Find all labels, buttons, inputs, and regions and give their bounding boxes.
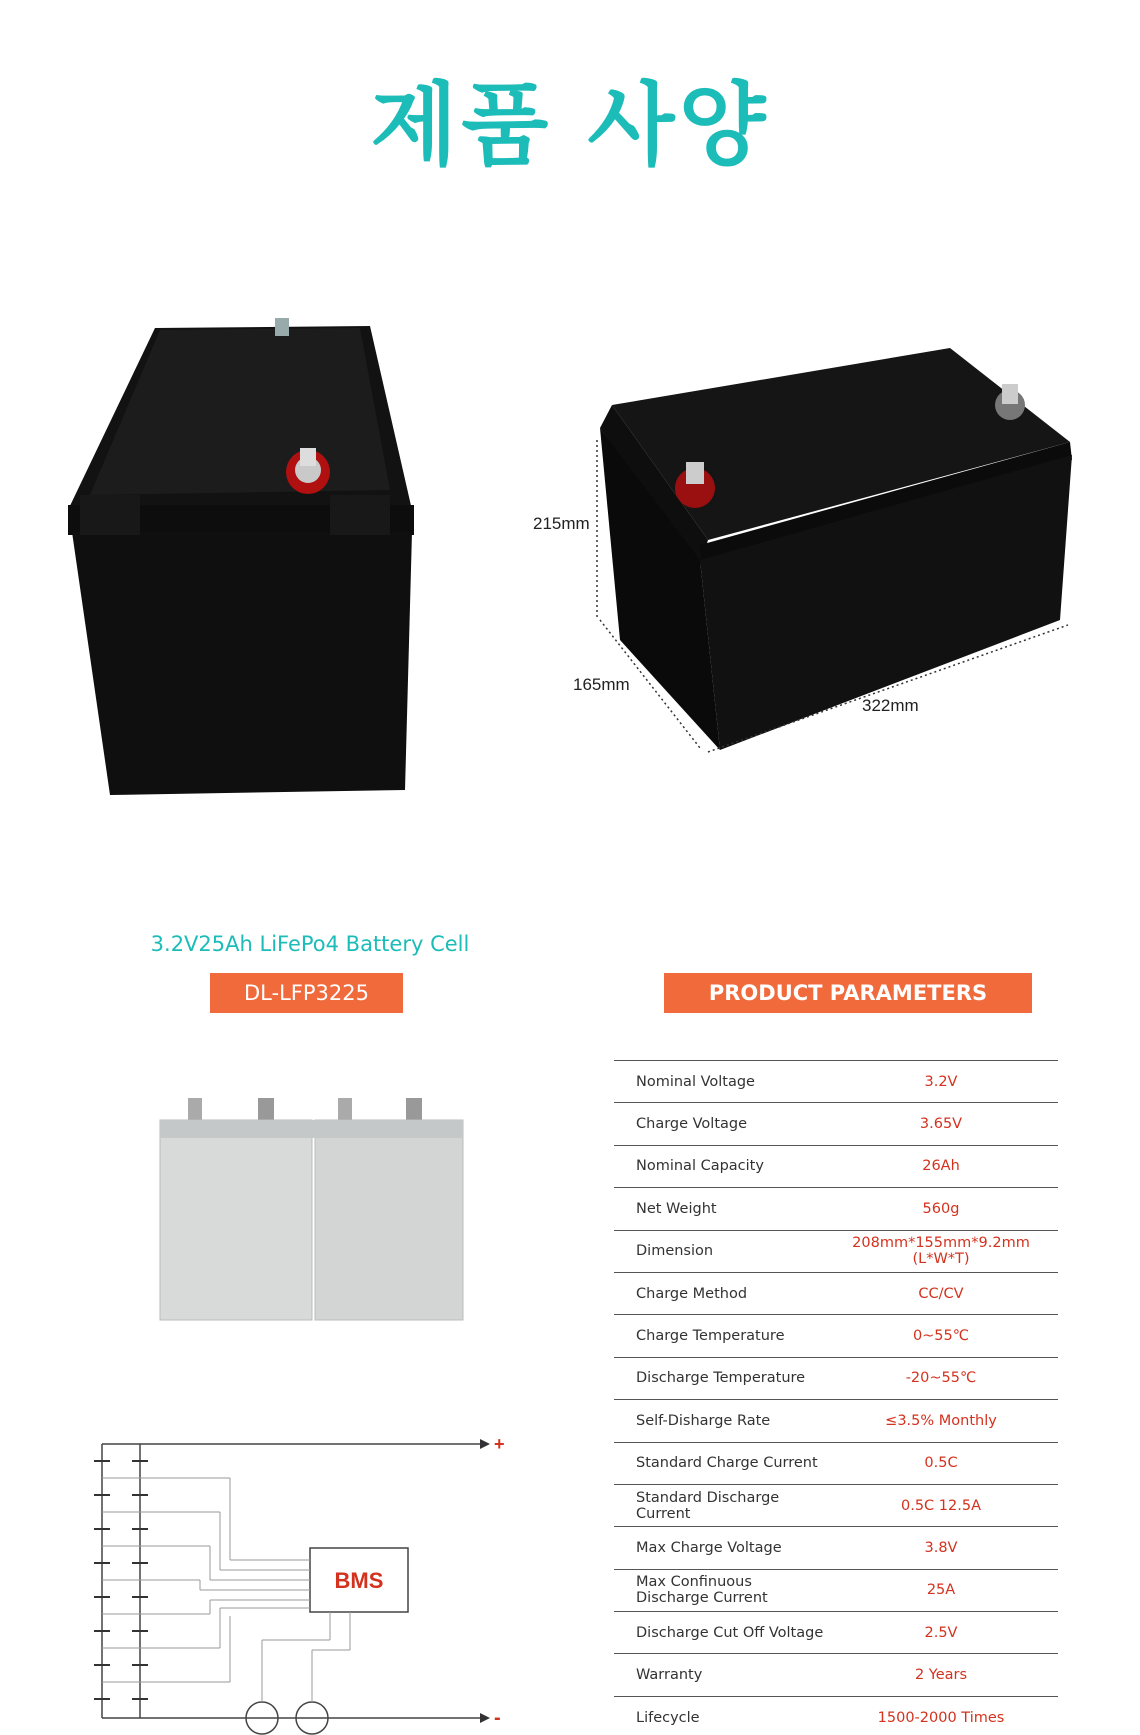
page-title: 제품 사양	[370, 73, 770, 178]
parameter-value: 0.5C 12.5A	[824, 1484, 1058, 1526]
battery-photo-isometric	[520, 320, 1080, 770]
parameter-name: Nominal Voltage	[614, 1061, 824, 1103]
parameter-value: CC/CV	[824, 1272, 1058, 1314]
table-row	[614, 1230, 1058, 1272]
parameter-value: 0.5C	[824, 1442, 1058, 1484]
positive-terminal-label: +	[494, 1434, 505, 1454]
table-row	[614, 1272, 1058, 1314]
parameter-name: Dimension	[614, 1230, 824, 1272]
parameter-value: 1500-2000 Times	[824, 1696, 1058, 1735]
height-label: 215mm	[533, 514, 590, 533]
parameter-name: Lifecycle	[614, 1696, 824, 1735]
parameter-value: 3.2V	[824, 1061, 1058, 1103]
table-row	[614, 1484, 1058, 1526]
bms-label: BMS	[334, 1568, 384, 1593]
parameter-value: 208mm*155mm*9.2mm (L*W*T)	[824, 1230, 1058, 1272]
parameter-name: Charge Method	[614, 1272, 824, 1314]
table-row	[614, 1145, 1058, 1187]
table-row	[614, 1315, 1058, 1357]
table-row	[614, 1442, 1058, 1484]
parameters-header: PRODUCT PARAMETERS	[664, 973, 1032, 1013]
parameter-value: 560g	[824, 1188, 1058, 1230]
parameter-value: -20~55℃	[824, 1357, 1058, 1399]
parameter-name: Self-Disharge Rate	[614, 1400, 824, 1442]
table-row	[614, 1696, 1058, 1735]
bms-wiring-diagram	[90, 1420, 510, 1735]
cell-subtitle: 3.2V25Ah LiFePo4 Battery Cell	[150, 932, 470, 956]
table-row	[614, 1357, 1058, 1399]
parameter-name: Max Charge Voltage	[614, 1527, 824, 1569]
parameter-name: Discharge Cut Off Voltage	[614, 1612, 824, 1654]
length-label: 322mm	[862, 696, 919, 715]
table-row	[614, 1527, 1058, 1569]
parameter-value: 25A	[824, 1569, 1058, 1611]
parameter-name: Net Weight	[614, 1188, 824, 1230]
model-badge: DL-LFP3225	[210, 973, 403, 1013]
parameter-value: ≤3.5% Monthly	[824, 1400, 1058, 1442]
parameter-name: Charge Temperature	[614, 1315, 824, 1357]
cell-photo	[150, 1090, 470, 1330]
parameter-value: 2 Years	[824, 1654, 1058, 1696]
parameter-name: Max Confinuous Discharge Current	[614, 1569, 824, 1611]
parameter-name: Charge Voltage	[614, 1103, 824, 1145]
parameter-value: 3.8V	[824, 1527, 1058, 1569]
parameter-value: 3.65V	[824, 1103, 1058, 1145]
table-row	[614, 1654, 1058, 1696]
parameter-name: Nominal Capacity	[614, 1145, 824, 1187]
parameter-value: 2.5V	[824, 1612, 1058, 1654]
parameter-value: 26Ah	[824, 1145, 1058, 1187]
table-row	[614, 1188, 1058, 1230]
battery-photo-front	[60, 300, 420, 800]
table-row	[614, 1612, 1058, 1654]
table-row	[614, 1569, 1058, 1611]
negative-terminal-label: -	[494, 1707, 501, 1729]
parameter-name: Warranty	[614, 1654, 824, 1696]
table-row	[614, 1061, 1058, 1103]
depth-label: 165mm	[573, 675, 630, 694]
parameters-table	[614, 1060, 1058, 1735]
parameter-name: Discharge Temperature	[614, 1357, 824, 1399]
table-row	[614, 1400, 1058, 1442]
table-row	[614, 1103, 1058, 1145]
parameter-value: 0~55℃	[824, 1315, 1058, 1357]
parameter-name: Standard Charge Current	[614, 1442, 824, 1484]
parameter-name: Standard Discharge Current	[614, 1484, 824, 1526]
